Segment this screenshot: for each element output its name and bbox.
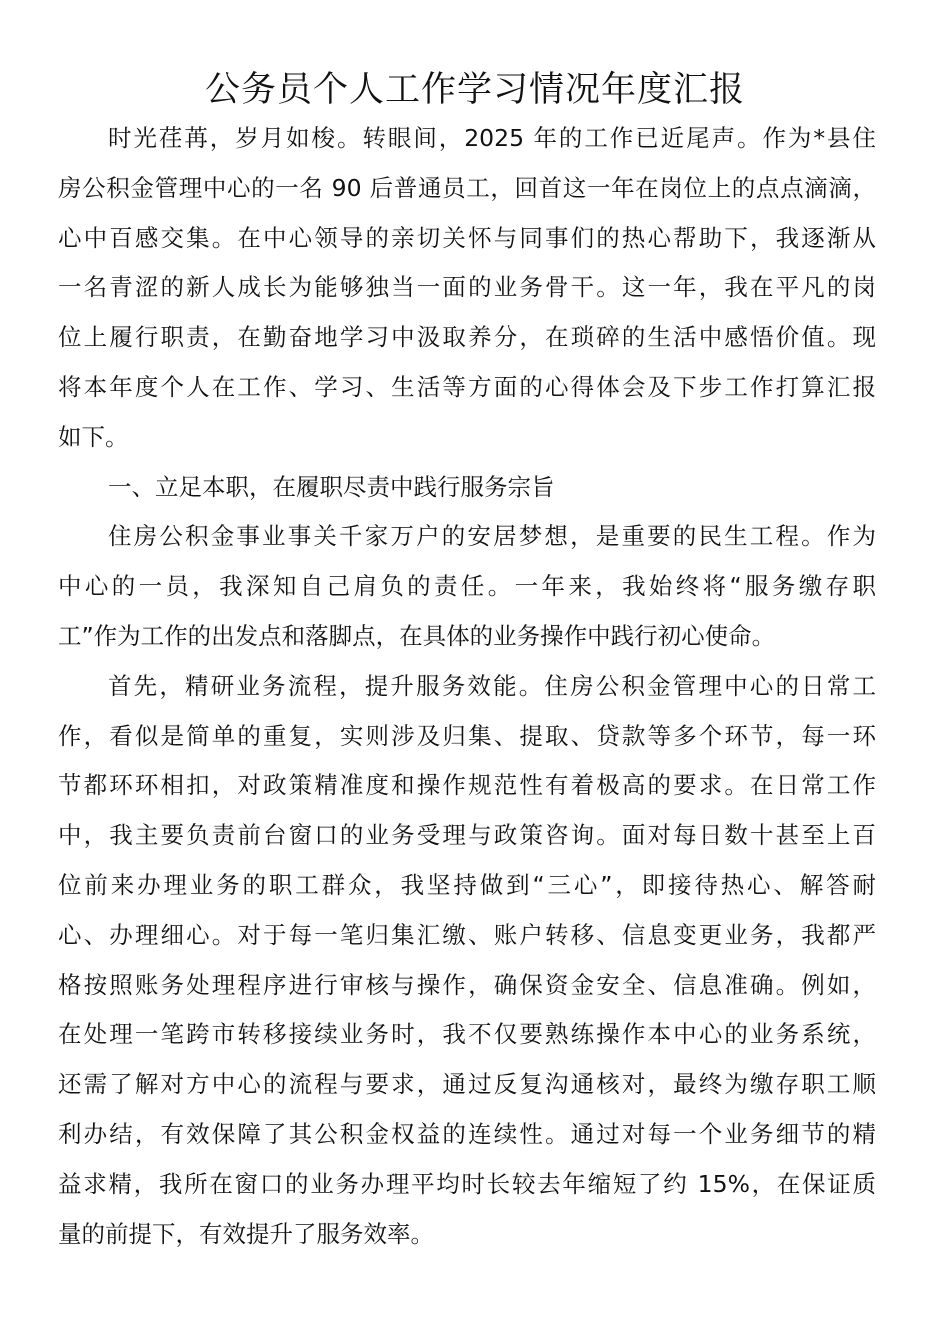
- text-line: 住房公积金事业事关千家万户的安居梦想，是重要的民生工程。作为: [108, 522, 876, 551]
- text-line: 格按照账务处理程序进行审核与操作，确保资金安全、信息准确。例如，: [58, 970, 876, 999]
- text-line: 作，看似是简单的重复，实则涉及归集、提取、贷款等多个环节，每一环: [58, 721, 876, 750]
- text-line: 首先，精研业务流程，提升服务效能。住房公积金管理中心的日常工: [108, 671, 876, 700]
- text-line: 中，我主要负责前台窗口的业务受理与政策咨询。面对每日数十甚至上百: [58, 821, 876, 850]
- section-heading: [58, 463, 876, 513]
- text-line: 时光荏苒，岁月如梭。转眼间，2025 年的工作已近尾声。作为*县住: [108, 124, 876, 152]
- paragraph: [58, 114, 876, 463]
- document-title: 公务员个人工作学习情况年度汇报: [204, 70, 745, 110]
- document-body: [58, 114, 876, 1259]
- text-line: 利办结，有效保障了其公积金权益的连续性。通过对每一个业务细节的精: [58, 1119, 876, 1148]
- text-line: 节都环环相扣，对政策精准度和操作规范性有着极高的要求。在日常工作: [58, 771, 876, 800]
- text-line: 如下。: [58, 422, 129, 451]
- text-line: 一名青涩的新人成长为能够独当一面的业务骨干。这一年，我在平凡的岗: [58, 273, 876, 302]
- paragraph: [58, 512, 876, 661]
- text-line: 位上履行职责，在勤奋地学习中汲取养分，在琐碎的生活中感悟价值。现: [58, 323, 876, 352]
- text-line: 心中百感交集。在中心领导的亲切关怀与同事们的热心帮助下，我逐渐从: [58, 223, 876, 252]
- text-line: 位前来办理业务的职工群众，我坚持做到“三心”，即接待热心、解答耐: [58, 870, 876, 899]
- text-line: 将本年度个人在工作、学习、生活等方面的心得体会及下步工作打算汇报: [58, 372, 876, 401]
- text-line: 益求精，我所在窗口的业务办理平均时长较去年缩短了约 15%，在保证质: [58, 1169, 876, 1198]
- text-line: 量的前提下，有效提升了服务效率。: [58, 1219, 434, 1248]
- text-line: 中心的一员，我深知自己肩负的责任。一年来，我始终将“服务缴存职: [58, 572, 876, 601]
- text-line: 房公积金管理中心的一名 90 后普通员工，回首这一年在岗位上的点点滴滴，: [58, 173, 876, 202]
- text-line: 一、立足本职，在履职尽责中践行服务宗旨: [108, 472, 555, 501]
- text-line: 工”作为工作的出发点和落脚点，在具体的业务操作中践行初心使命。: [58, 621, 776, 650]
- text-line: 心、办理细心。对于每一笔归集汇缴、账户转移、信息变更业务，我都严: [58, 920, 876, 949]
- paragraph: [58, 662, 876, 1260]
- text-line: 在处理一笔跨市转移接续业务时，我不仅要熟练操作本中心的业务系统，: [58, 1020, 876, 1049]
- text-line: 还需了解对方中心的流程与要求，通过反复沟通核对，最终为缴存职工顺: [58, 1070, 876, 1099]
